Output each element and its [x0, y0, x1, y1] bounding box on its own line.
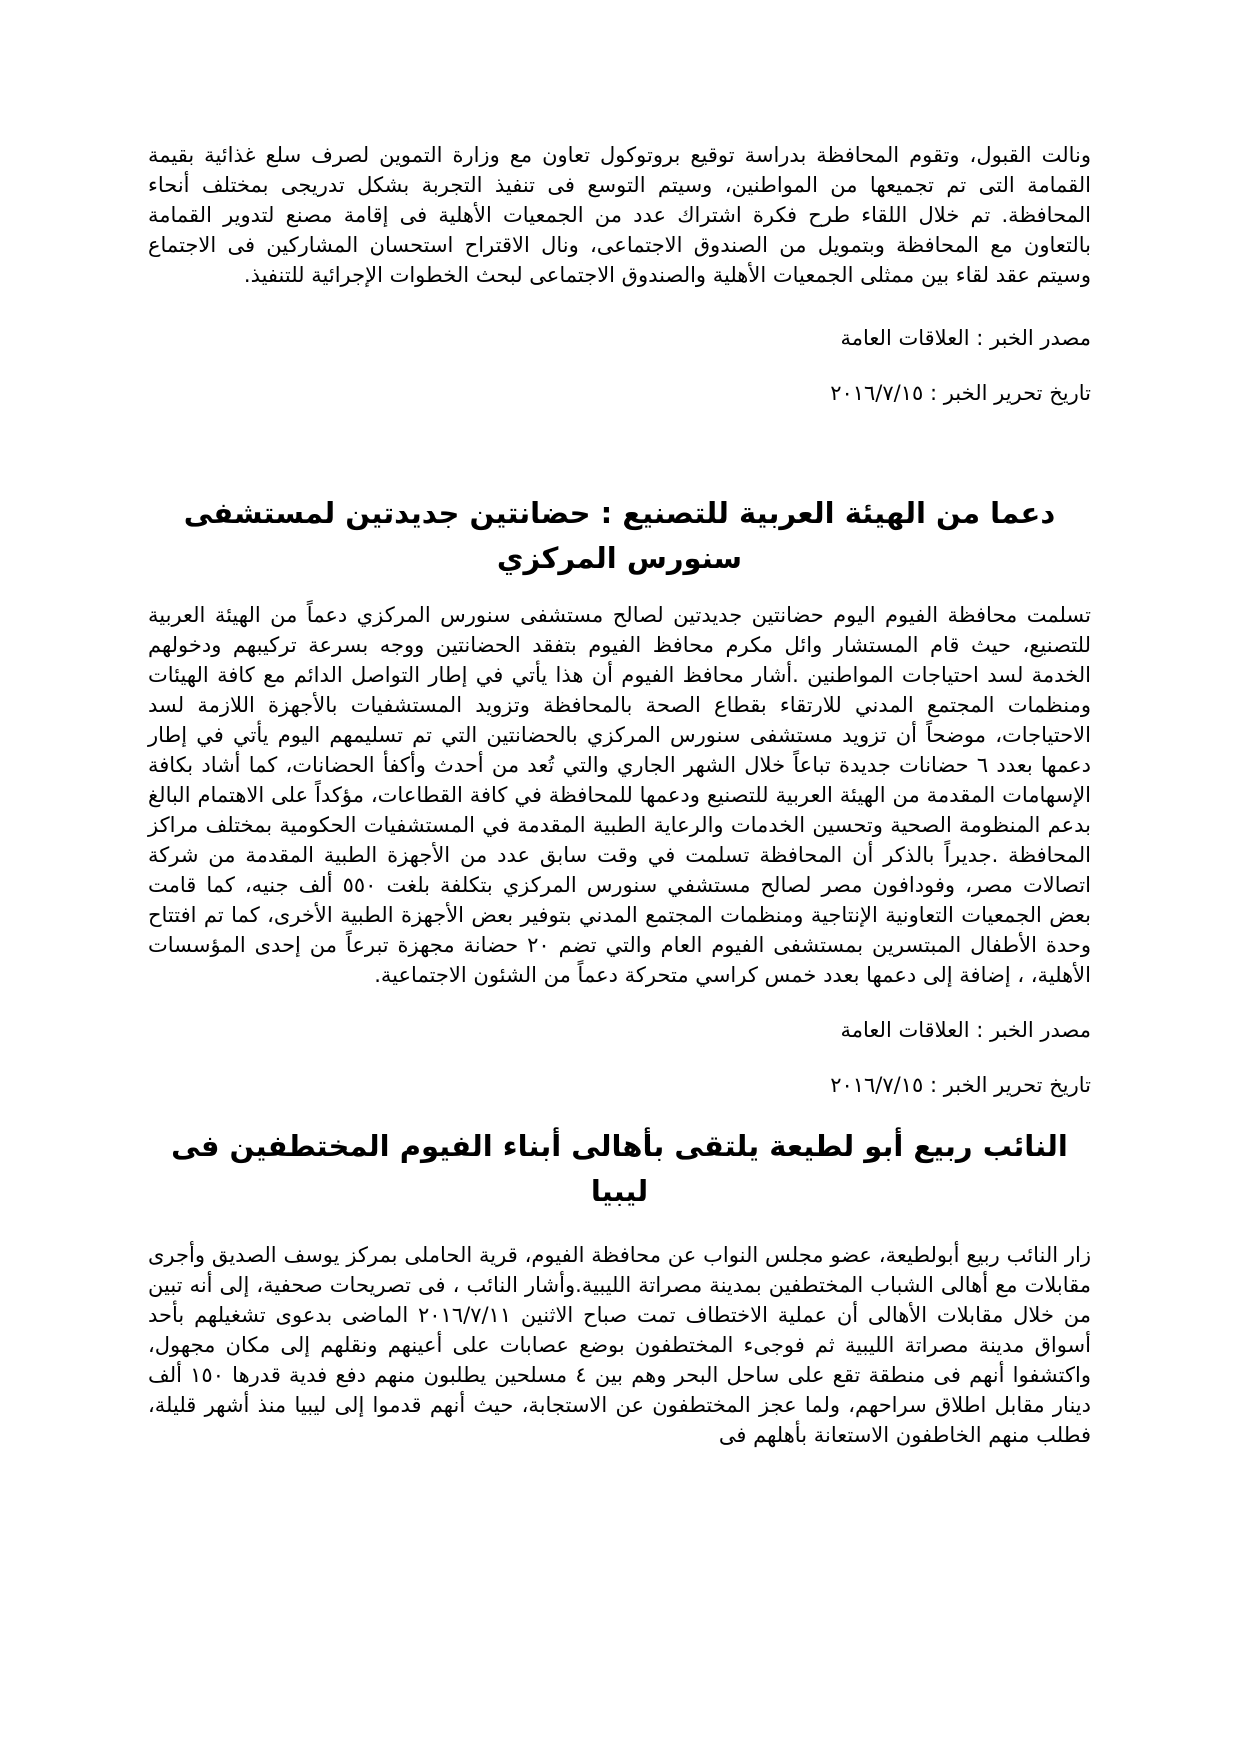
- news-source: مصدر الخبر : العلاقات العامة: [840, 1018, 1091, 1042]
- article-title: دعما من الهيئة العربية للتصنيع : حضانتين جديدتين لمستشفى سنورس المركزي: [183, 496, 1056, 575]
- article-title: النائب ربيع أبو لطيعة يلتقى بأهالى أبناء الفيوم المختطفين فى ليبيا: [171, 1129, 1068, 1208]
- news-date: تاريخ تحرير الخبر : ٢٠١٦/٧/١٥: [830, 1073, 1091, 1097]
- article-body: زار النائب ربيع أبولطيعة، عضو مجلس النواب عن محافظة الفيوم، قرية الحاملى بمركز يوسف الصديق وأجرى مقابلات مع أهالى الشباب المختطفين بمدينة مصراتة الليبية.وأشار النائب ، فى تصريحات صحفية، إلى أنه تبين من خلال مقابلات الأهالى أن عملية الاختطاف تمت صباح الاثنين ٢٠١٦/٧/١١ الماضى بدعوى تشغيلهم بأحد أسواق مدينة مصراتة الليبية ثم فوجىء المختطفون بوضع عصابات على أعينهم ونقلهم إلى مكان مجهول، واكتشفوا أنهم فى منطقة تقع على ساحل البحر وهم بين ٤ مسلحين يطلبون منهم دفع فدية قدرها ١٥٠ ألف دينار مقابل اطلاق سراحهم، ولما عجز المختطفون عن الاستجابة، حيث أنهم قدموا إلى ليبيا منذ أشهر قليلة، فطلب منهم الخاطفون الاستعانة بأهلهم فى: [148, 1243, 1091, 1447]
- document-page: [148, 140, 1091, 1450]
- news-date: تاريخ تحرير الخبر : ٢٠١٦/٧/١٥: [830, 381, 1091, 405]
- news-source: مصدر الخبر : العلاقات العامة: [840, 326, 1091, 350]
- article-body: تسلمت محافظة الفيوم اليوم حضانتين جديدتين لصالح مستشفى سنورس المركزي دعماً من الهيئة العربية للتصنيع، حيث قام المستشار وائل مكرم محافظ الفيوم بتفقد الحضانتين ووجه بسرعة تركيبهم ودخولهم الخدمة لسد احتياجات المواطنين .أشار محافظ الفيوم أن هذا يأتي في إطار التواصل الدائم مع كافة الهيئات ومنظمات المجتمع المدني للارتقاء بقطاع الصحة بالمحافظة وتزويد المستشفيات بالأجهزة اللازمة لسد الاحتياجات، موضحاً أن تزويد مستشفى سنورس المركزي بالحضانتين التي تم تسليمهم اليوم يأتي في إطار دعمها بعدد ٦ حضانات جديدة تباعاً خلال الشهر الجاري والتي تُعد من أحدث وأكفأ الحضانات، كما أشاد بكافة الإسهامات المقدمة من الهيئة العربية للتصنيع ودعمها للمحافظة في كافة القطاعات، مؤكداً على الاهتمام البالغ بدعم المنظومة الصحية وتحسين الخدمات والرعاية الطبية المقدمة في المستشفيات الحكومية بمختلف مراكز المحافظة .جديراً بالذكر أن المحافظة تسلمت في وقت سابق عدد من الأجهزة الطبية المقدمة من شركة اتصالات مصر، وفودافون مصر لصالح مستشفي سنورس المركزي بتكلفة بلغت ٥٥٠ ألف جنيه، كما قامت بعض الجمعيات التعاونية الإنتاجية ومنظمات المجتمع المدني بتوفير بعض الأجهزة الطبية الأخرى، كما تم افتتاح وحدة الأطفال المبتسرين بمستشفى الفيوم العام والتي تضم ٢٠ حضانة مجهزة تبرعاً من إحدى المؤسسات الأهلية، ، إضافة إلى دعمها بعدد خمس كراسي متحركة دعماً من الشئون الاجتماعية.: [148, 603, 1091, 987]
- article-body: ونالت القبول، وتقوم المحافظة بدراسة توقيع بروتوكول تعاون مع وزارة التموين لصرف سلع غذائية بقيمة القمامة التى تم تجميعها من المواطنين، وسيتم التوسع فى تنفيذ التجربة بشكل تدريجى بمختلف أنحاء المحافظة. تم خلال اللقاء طرح فكرة اشتراك عدد من الجمعيات الأهلية فى إقامة مصنع لتدوير القمامة بالتعاون مع المحافظة وبتمويل من الصندوق الاجتماعى، ونال الاقتراح استحسان المشاركين فى الاجتماع وسيتم عقد لقاء بين ممثلى الجمعيات الأهلية والصندوق الاجتماعى لبحث الخطوات الإجرائية للتنفيذ.: [148, 143, 1091, 287]
